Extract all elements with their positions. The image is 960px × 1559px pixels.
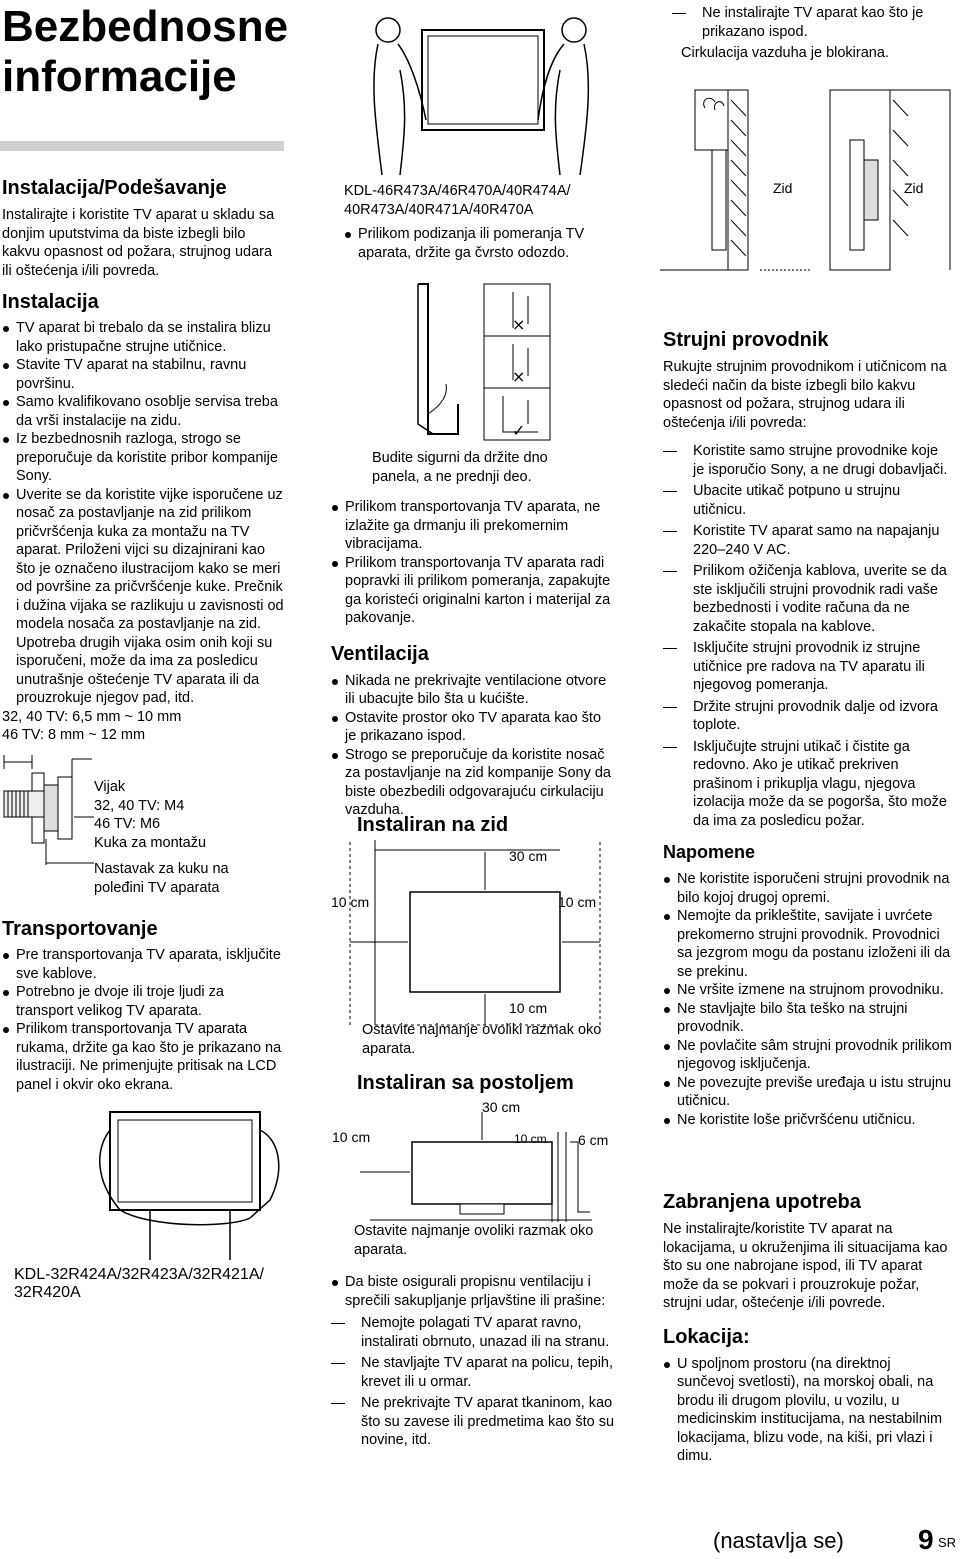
list-item: Samo kvalifikovano osoblje servisa treba da vrši instalacije na zidu.: [2, 393, 284, 430]
wall-label-2: Zid: [904, 180, 924, 196]
screw-label-m6: 46 TV: M6: [94, 816, 161, 832]
power-cord-heading: Strujni provodnik: [663, 329, 829, 351]
list-item: Prilikom ožičenja kablova, uverite se da ste isključili strujni provodnik radi vaše bezbednosti i vodite računa da ne zakačite stopala na kablove.: [663, 562, 953, 636]
location-heading: Lokacija:: [663, 1325, 750, 1348]
screw-labels: [94, 778, 274, 897]
list-item: Ostavite prostor oko TV aparata kao što je prikazano ispod.: [331, 709, 616, 746]
column-3-forbidden: [663, 1190, 951, 1466]
hook-extension-label: Nastavak za kuku na poleđini TV aparata: [94, 861, 229, 896]
list-item: Da biste osigurali propisnu ventilaciju i sprečili sakupljanje prljavštine ili prašine:: [331, 1273, 616, 1310]
installation-list: [2, 319, 284, 708]
carry-small-tv-illustration: [90, 1100, 300, 1260]
list-item: Isključujte strujni utikač i čistite ga redovno. Ako je utikač prekriven prašinom i prikuplja vlagu, njegova izolacija može da se pogorša, što može da ima za posledicu požar.: [663, 738, 953, 831]
power-cord-intro: Rukujte strujnim provodnikom i utičnicom na sledeći način da biste izbegli bilo kakvu opasnost od požara, strujnog udara ili oštećenja i/ili povreda:: [663, 359, 947, 431]
lift-list: [344, 225, 624, 262]
stand-left-clearance: 10 cm: [332, 1129, 371, 1145]
list-item: Prilikom podizanja ili pomeranja TV aparata, držite ga čvrsto odozdo.: [344, 225, 624, 262]
list-item: Pre transportovanja TV aparata, isključite sve kablove.: [2, 946, 282, 983]
blocked-airflow-diagram: [660, 80, 960, 275]
screw-spec-2: 46 TV: 8 mm ~ 12 mm: [2, 727, 146, 743]
large-model-caption: KDL-46R473A/46R470A/40R474A/ 40R473A/40R471A/40R470A: [344, 183, 571, 218]
column-3-power: [663, 328, 953, 1129]
stand-top-clearance: 30 cm: [482, 1099, 521, 1115]
wrong-install-list: [672, 4, 952, 41]
list-item: Prilikom transportovanja TV aparata radi popravki ili prilikom pomeranja, zapakujte ga koristeći originalni karton i materijal za pakovanje.: [331, 554, 616, 628]
installation-heading: Instalacija: [2, 291, 99, 313]
list-item: Strogo se preporučuje da koristite nosač za postavljanje na zid kompanije Sony da biste obezbedili odgovarajuću cirkulaciju vazduha.: [331, 746, 616, 820]
transport-heading: Transportovanje: [2, 918, 158, 940]
list-item: Ubacite utikač potpuno u strujnu utičnicu.: [663, 482, 953, 519]
screw-diagram: [2, 755, 97, 865]
power-cord-list: [663, 442, 953, 830]
list-item: Ne stavljajte TV aparat na policu, tepih, krevet ili u ormar.: [331, 1354, 616, 1391]
screw-label-m4: 32, 40 TV: M4: [94, 797, 185, 814]
list-item: Ne prekrivajte TV aparat tkaninom, kao što su zavese ili predmetima kao što su novine, itd.: [331, 1394, 616, 1450]
list-item: Prilikom transportovanja TV aparata, ne izlažite ga drmanju ili prekomernim vibracijama.: [331, 498, 616, 554]
list-item: Potrebno je dvoje ili troje ljudi za transport velikog TV aparata.: [2, 983, 282, 1020]
column-1: [2, 176, 284, 745]
transport-section: [2, 917, 282, 1094]
wall-right-clearance: 10 cm: [558, 894, 597, 910]
list-item: Držite strujni provodnik dalje od izvora toplote.: [663, 698, 953, 735]
airflow-blocked-caption: Cirkulacija vazduha je blokirana.: [681, 45, 889, 61]
list-item: Nemojte polagati TV aparat ravno, instalirati obrnuto, unazad ili na stranu.: [331, 1314, 616, 1351]
hold-panel-diagram: [388, 284, 558, 444]
list-item: TV aparat bi trebalo da se instalira blizu lako pristupačne strujne utičnice.: [2, 319, 284, 356]
column-2-top: [344, 182, 624, 262]
list-item: Koristite samo strujne provodnike koje je isporučio Sony, a ne drugi dobavljači.: [663, 442, 953, 479]
list-item: Ne koristite loše pričvršćenu utičnicu.: [663, 1111, 953, 1130]
stand-caption: Ostavite najmanje ovoliki razmak oko aparata.: [354, 1223, 594, 1258]
install-setup-intro: Instalirajte i koristite TV aparat u skladu sa donjim uputstvima da biste izbegli bilo kakvu opasnost od požara, strujnog udara ili oštećenja i/ili povreda.: [2, 207, 275, 279]
wall-install-heading-text: Instaliran na zid: [357, 814, 509, 836]
column-3-top: [672, 4, 952, 63]
forbidden-use-heading: Zabranjena upotreba: [663, 1191, 861, 1213]
title-rule: [0, 141, 284, 151]
column-2-mid: [331, 498, 616, 820]
list-item: Iz bezbednosnih razloga, strogo se preporučuje da koristite pribor kompanije Sony.: [2, 430, 284, 486]
hook-label: Kuka za montažu: [94, 834, 207, 851]
list-item: Isključite strujni provodnik iz strujne utičnice pre radova na TV aparatu ili njegovog pomeranja.: [663, 639, 953, 695]
list-item: Ne koristite isporučeni strujni provodnik na bilo kojoj drugoj opremi.: [663, 870, 953, 907]
wall-caption: Ostavite najmanje ovoliki razmak oko aparata.: [362, 1022, 602, 1057]
screw-label: Vijak: [94, 779, 126, 795]
list-item: Ne vršite izmene na strujnom provodniku.: [663, 981, 953, 1000]
svg-text:✓: ✓: [512, 421, 526, 440]
continued-label: (nastavlja se): [713, 1528, 844, 1553]
carry-large-tv-illustration: [360, 0, 600, 175]
wall-top-clearance: 30 cm: [509, 848, 548, 864]
list-item: U spoljnom prostoru (na direktnoj sunčevoj svetlosti), na morskoj obali, na brodu ili drugom plovilu, u vozilu, u medicinskim institucijama, na nestabilnim lokacijama, blizu vode, na kiši, pri vlazi i dimu.: [663, 1355, 951, 1466]
dust-dash-list: [331, 1314, 616, 1450]
stand-right-clearance: 6 cm: [578, 1132, 609, 1148]
wall-clearance-diagram: [330, 840, 620, 1025]
transport-list: [2, 946, 282, 1094]
svg-text:×: ×: [512, 367, 526, 386]
location-list: [663, 1355, 951, 1466]
page-number: 9: [918, 1524, 934, 1555]
wall-left-clearance: 10 cm: [331, 894, 370, 910]
list-item: Ne stavljajte bilo šta teško na strujni provodnik.: [663, 1000, 953, 1037]
page-title: [2, 2, 288, 102]
small-model-caption: KDL-32R424A/32R423A/32R421A/ 32R420A: [14, 1266, 264, 1301]
dust-section: [331, 1273, 616, 1453]
wall-bottom-clearance: 10 cm: [509, 1000, 548, 1016]
list-item: Ne povlačite sâm strujni provodnik prilikom njegovog isključenja.: [663, 1037, 953, 1074]
stand-install-heading-text: Instaliran sa postoljem: [357, 1072, 574, 1094]
dust-list: [331, 1273, 616, 1310]
notes-list: [663, 870, 953, 1129]
screw-spec-1: 32, 40 TV: 6,5 mm ~ 10 mm: [2, 708, 182, 725]
page-title-line-1: Bezbednosne: [2, 2, 289, 51]
stand-mid-clearance: 10 cm: [514, 1132, 547, 1146]
ventilation-heading: Ventilacija: [331, 642, 429, 665]
page-title-line-2: informacije: [2, 52, 237, 101]
stand-clearance-diagram: [330, 1112, 620, 1222]
list-item: Stavite TV aparat na stabilnu, ravnu površinu.: [2, 356, 284, 393]
language-code: SR: [938, 1535, 957, 1550]
forbidden-use-text: Ne instalirajte/koristite TV aparat na lokacijama, u okruženjima ili situacijama kao što su one nabrojane ispod, ili TV aparat može da se pokvari i prouzrokuje požar, strujni udar, oštećenje i/ili povrede.: [663, 1221, 948, 1311]
list-item: Nikada ne prekrivajte ventilacione otvore ili ubacujte bilo šta u kućište.: [331, 672, 616, 709]
ventilation-list: [331, 672, 616, 820]
hold-caption: Budite sigurni da držite dno panela, a ne prednji deo.: [372, 450, 548, 485]
stand-install-heading: [357, 1071, 574, 1095]
list-item: Nemojte da prikleštite, savijate i uvrćete prekomerno strujni provodnik. Provodnici sa jezgrom mogu da postanu izloženi ili da se prekinu.: [663, 907, 953, 981]
list-item: Koristite TV aparat samo na napajanju 220–240 V AC.: [663, 522, 953, 559]
wall-install-heading: [357, 813, 508, 837]
list-item: Prilikom transportovanja TV aparata rukama, držite ga kao što je prikazano na ilustraciji. Ne primenjujte pritisak na LCD panel i okvir oko ekrana.: [2, 1020, 282, 1094]
wall-label-1: Zid: [773, 180, 793, 196]
list-item: Ne instalirajte TV aparat kao što je prikazano ispod.: [672, 4, 952, 41]
install-setup-heading: Instalacija/Podešavanje: [2, 177, 227, 199]
transport-care-list: [331, 498, 616, 628]
list-item: Ne povezujte previše uređaja u istu strujnu utičnicu.: [663, 1074, 953, 1111]
svg-text:×: ×: [512, 315, 526, 334]
list-item: Uverite se da koristite vijke isporučene uz nosač za postavljanje na zid prilikom pričvršćenja kuka za montažu na TV aparat. Priloženi vijci su dizajnirani kao što je označeno ilustracijom kako se meri od površine za pričvršćenje kuke. Prečnik i dužina vijaka se razlikuju u zavisnosti od modela nosača za postavljanje na zid. Upotreba drugih vijaka osim onih koji su isporučeni, može da ima za posledicu unutrašnje oštećenje TV aparata ili da prouzrokuje njegov pad, itd.: [2, 486, 284, 708]
notes-heading: Napomene: [663, 842, 756, 862]
